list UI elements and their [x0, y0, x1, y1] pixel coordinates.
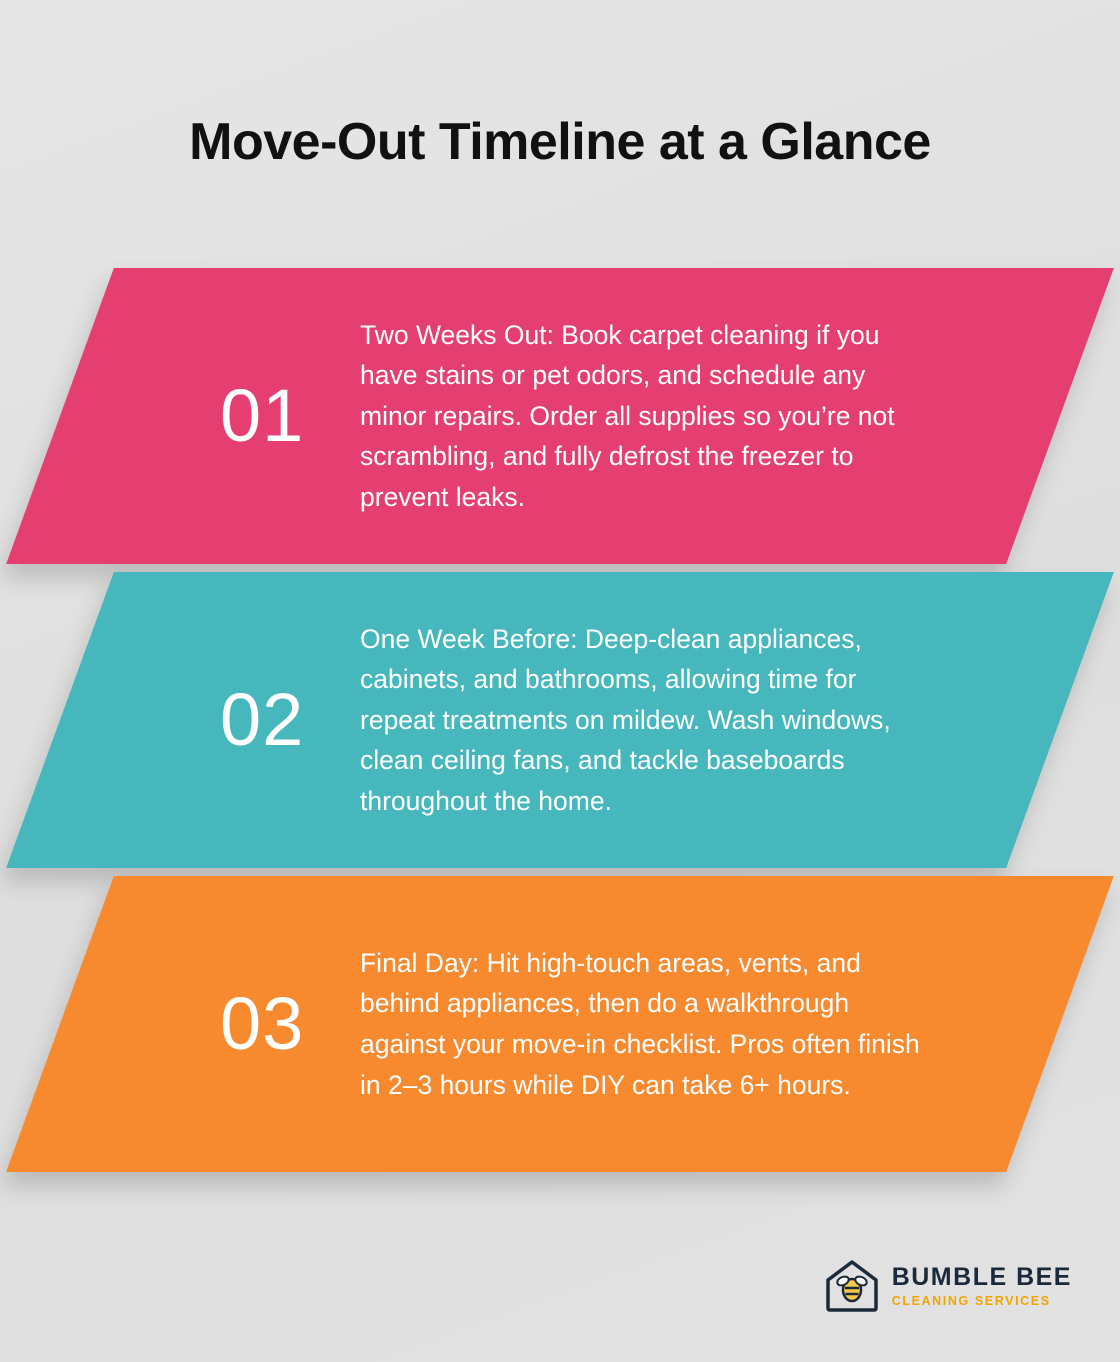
logo-wordmark [891, 1262, 1072, 1308]
steps-list [0, 268, 1120, 1180]
step-2-content [60, 572, 1060, 868]
brand-logo [824, 1258, 1072, 1314]
step-2-number: 02 [220, 678, 305, 761]
page-title: Move-Out Timeline at a Glance [189, 113, 931, 171]
step-1-content [60, 268, 1060, 564]
step-item-1 [0, 268, 1120, 568]
logo-tagline: CLEANING SERVICES [891, 1293, 1051, 1308]
step-2-text: One Week Before: Deep-clean appliances, cabinets, and bathrooms, allowing time for repeat treatments on mildew. Wash windows, clean ceiling fans, and tackle baseboards throughout the home. [360, 623, 891, 816]
logo-name: BUMBLE BEE [891, 1262, 1072, 1291]
step-3-number: 03 [220, 982, 305, 1065]
step-3-text: Final Day: Hit high-touch areas, vents, and behind appliances, then do a walkthrough against your move-in checklist. Pros often finish in 2–3 hours while DIY can take 6+ hours. [360, 947, 920, 1100]
bee-house-icon [824, 1258, 880, 1314]
step-1-number: 01 [220, 374, 305, 457]
step-item-3 [0, 876, 1120, 1176]
step-item-2 [0, 572, 1120, 872]
step-1-text: Two Weeks Out: Book carpet cleaning if you have stains or pet odors, and schedule any minor repairs. Order all supplies so you’re not scrambling, and fully defrost the freezer to prevent leaks. [360, 319, 895, 512]
step-3-content [60, 876, 1060, 1172]
